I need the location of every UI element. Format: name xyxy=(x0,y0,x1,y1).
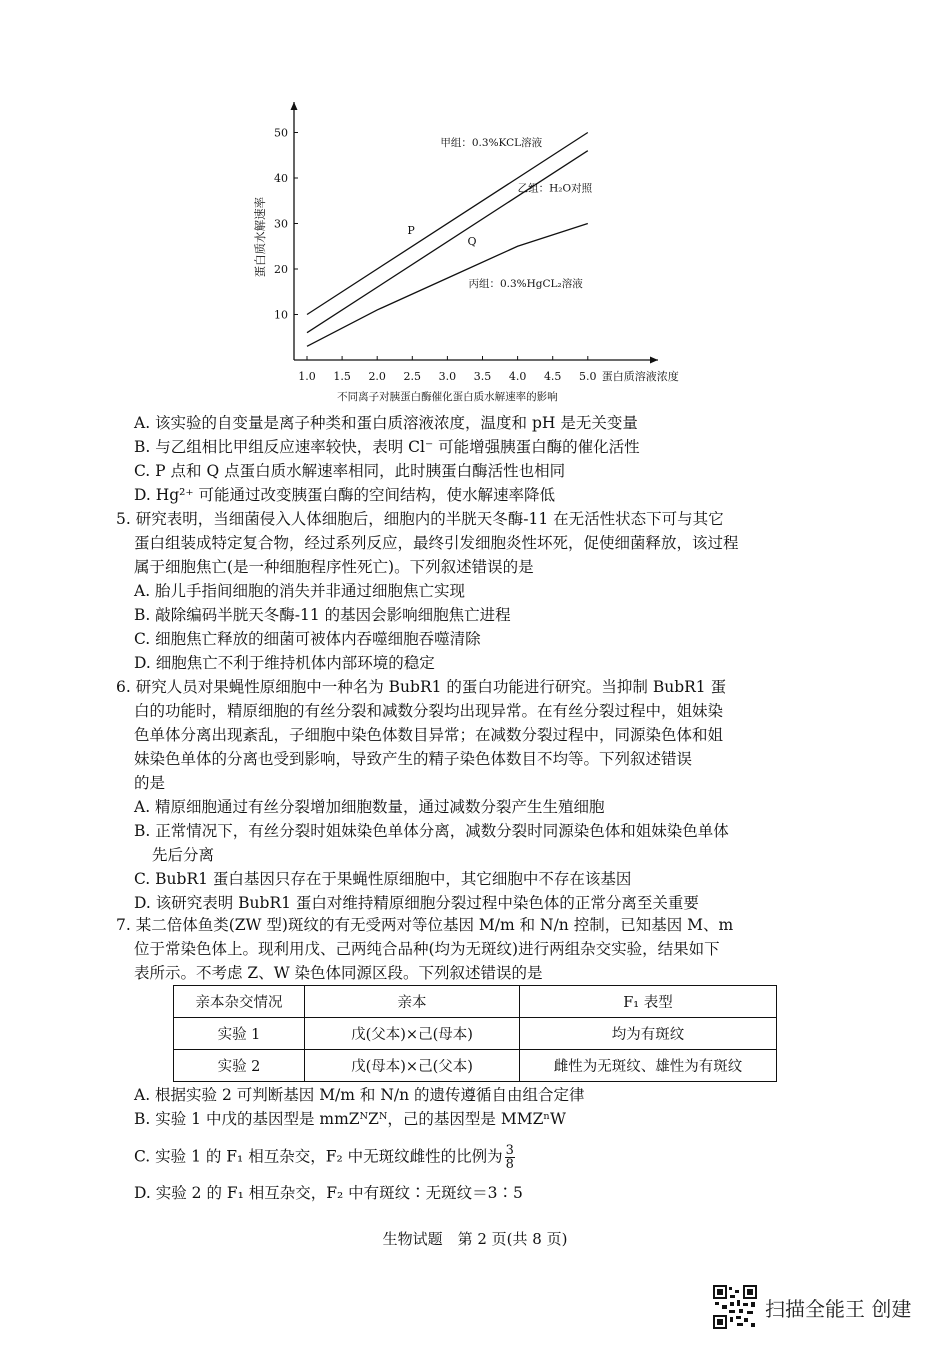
table-header-cell: F₁ 表型 xyxy=(520,986,777,1018)
x-tick-label: 3.0 xyxy=(438,370,457,383)
q6-option-a: A. 精原细胞通过有丝分裂增加细胞数量，通过减数分裂产生生殖细胞 xyxy=(134,798,605,816)
q5-option-b: B. 敲除编码半胱天冬酶-11 的基因会影响细胞焦亡进程 xyxy=(134,606,511,624)
table-cell: 实验 1 xyxy=(174,1018,305,1050)
series-line xyxy=(307,151,588,333)
fraction xyxy=(505,1144,515,1171)
q6-stem-1: 6. 研究人员对果蝇性原细胞中一种名为 BubR1 的蛋白功能进行研究。当抑制 BubR1 蛋 xyxy=(116,678,727,696)
table-cell: 雌性为无斑纹、雄性为有斑纹 xyxy=(520,1050,777,1082)
y-tick-label: 40 xyxy=(274,172,288,185)
table-row xyxy=(174,1050,777,1082)
x-axis-label: 蛋白质溶液浓度 xyxy=(601,370,679,383)
y-tick-label: 30 xyxy=(274,217,288,231)
q5-stem-1: 5. 研究表明，当细菌侵入人体细胞后，细胞内的半胱天冬酶-11 在无活性状态下可与其它 xyxy=(116,510,724,528)
q7-stem-1: 7. 某二倍体鱼类(ZW 型)斑纹的有无受两对等位基因 M/m 和 N/n 控制，已知基因 M、m xyxy=(116,916,734,934)
series-label: 乙组：H₂O对照 xyxy=(517,182,593,195)
table-cell: 戊(母本)×己(父本) xyxy=(305,1050,520,1082)
x-tick-label: 4.0 xyxy=(508,370,527,383)
page-footer: 生物试题 第 2 页(共 8 页) xyxy=(382,1230,568,1248)
q6-option-c: C. BubR1 蛋白基因只存在于果蝇性原细胞中，其它细胞中不存在该基因 xyxy=(134,870,632,888)
y-axis-label: 蛋白质水解速率 xyxy=(253,196,267,278)
table-header-cell: 亲本 xyxy=(305,986,520,1018)
y-tick-label: 20 xyxy=(274,263,288,276)
q4-option-d: D. Hg²⁺ 可能通过改变胰蛋白酶的空间结构，使水解速率降低 xyxy=(134,486,555,504)
y-axis-arrow-icon xyxy=(291,102,298,110)
x-tick-label: 1.5 xyxy=(333,370,351,383)
fraction-denominator: 8 xyxy=(505,1157,514,1172)
table-row xyxy=(174,1018,777,1050)
q7-stem-2: 位于常染色体上。现利用戊、己两纯合品种(均为无斑纹)进行两组杂交实验，结果如下 xyxy=(134,940,720,958)
table-cell: 实验 2 xyxy=(174,1050,305,1082)
x-tick-label: 5.0 xyxy=(579,370,597,383)
q6-option-b: B. 正常情况下，有丝分裂时姐妹染色单体分离，减数分裂时同源染色体和姐妹染色单体 xyxy=(134,822,729,840)
x-tick-label: 1.0 xyxy=(298,370,316,383)
q6-option-b-cont: 先后分离 xyxy=(152,846,215,864)
x-tick-label: 3.5 xyxy=(473,370,492,383)
point-label: Q xyxy=(467,235,477,249)
y-tick-label: 50 xyxy=(274,126,288,140)
scanner-watermark: 扫描全能王 创建 xyxy=(765,1297,912,1321)
q7-stem-3: 表所示。不考虑 Z、W 染色体同源区段。下列叙述错误的是 xyxy=(134,964,543,982)
series-label: 丙组：0.3%HgCL₂溶液 xyxy=(468,278,583,291)
q6-option-d: D. 该研究表明 BubR1 蛋白对维持精原细胞分裂过程中染色体的正常分离至关重要 xyxy=(134,894,699,912)
x-tick-label: 2.0 xyxy=(368,370,386,383)
q6-stem-4: 妹染色单体的分离也受到影响，导致产生的精子染色体数目不均等。下列叙述错误 xyxy=(134,750,693,768)
q7-option-a: A. 根据实验 2 可判断基因 M/m 和 N/n 的遗传遵循自由组合定律 xyxy=(134,1086,585,1104)
table-header-cell: 亲本杂交情况 xyxy=(174,986,305,1018)
q5-option-c: C. 细胞焦亡释放的细菌可被体内吞噬细胞吞噬清除 xyxy=(134,630,481,648)
q5-option-d: D. 细胞焦亡不利于维持机体内部环境的稳定 xyxy=(134,654,435,672)
table-cell: 均为有斑纹 xyxy=(520,1018,777,1050)
q4-option-b: B. 与乙组相比甲组反应速率较快，表明 Cl⁻ 可能增强胰蛋白酶的催化活性 xyxy=(134,438,640,456)
x-tick-label: 4.5 xyxy=(543,370,562,383)
y-tick-label: 10 xyxy=(274,308,288,322)
x-axis-arrow-icon xyxy=(650,357,658,364)
x-tick-label: 2.5 xyxy=(403,370,422,383)
q7-option-b: B. 实验 1 中戊的基因型是 mmZᴺZᴺ，己的基因型是 MMZⁿW xyxy=(134,1110,566,1128)
table-cell: 戊(父本)×己(母本) xyxy=(305,1018,520,1050)
cross-table xyxy=(173,985,777,1082)
series-label: 甲组：0.3%KCL溶液 xyxy=(440,137,543,150)
chart-caption: 不同离子对胰蛋白酶催化蛋白质水解速率的影响 xyxy=(337,391,558,403)
q6-stem-5: 的是 xyxy=(134,774,166,792)
q7-option-c xyxy=(134,1144,515,1171)
table-header-row xyxy=(174,986,777,1018)
q7-option-d: D. 实验 2 的 F₁ 相互杂交，F₂ 中有斑纹∶无斑纹＝3∶5 xyxy=(134,1184,523,1202)
q6-stem-3: 色单体分离出现紊乱，子细胞中染色体数目异常；在减数分裂过程中，同源染色体和姐 xyxy=(134,726,724,744)
q6-stem-2: 白的功能时，精原细胞的有丝分裂和减数分裂均出现异常。在有丝分裂过程中，姐妹染 xyxy=(134,702,724,720)
q4-option-a: A. 该实验的自变量是离子种类和蛋白质溶液浓度，温度和 pH 是无关变量 xyxy=(134,414,638,432)
q4-option-c: C. P 点和 Q 点蛋白质水解速率相同，此时胰蛋白酶活性也相同 xyxy=(134,462,566,480)
q7-option-c-text: C. 实验 1 的 F₁ 相互杂交，F₂ 中无斑纹雌性的比例为 xyxy=(134,1147,503,1166)
q5-stem-2: 蛋白组装成特定复合物，经过系列反应，最终引发细胞炎性坏死，促使细菌释放，该过程 xyxy=(134,534,739,552)
point-label: P xyxy=(407,224,415,238)
qr-code-icon xyxy=(713,1285,757,1329)
fraction-numerator: 3 xyxy=(505,1143,514,1158)
rate-chart xyxy=(240,92,720,407)
q5-option-a: A. 胎儿手指间细胞的消失并非通过细胞焦亡实现 xyxy=(134,582,466,600)
q5-stem-3: 属于细胞焦亡(是一种细胞程序性死亡)。下列叙述错误的是 xyxy=(134,558,534,576)
